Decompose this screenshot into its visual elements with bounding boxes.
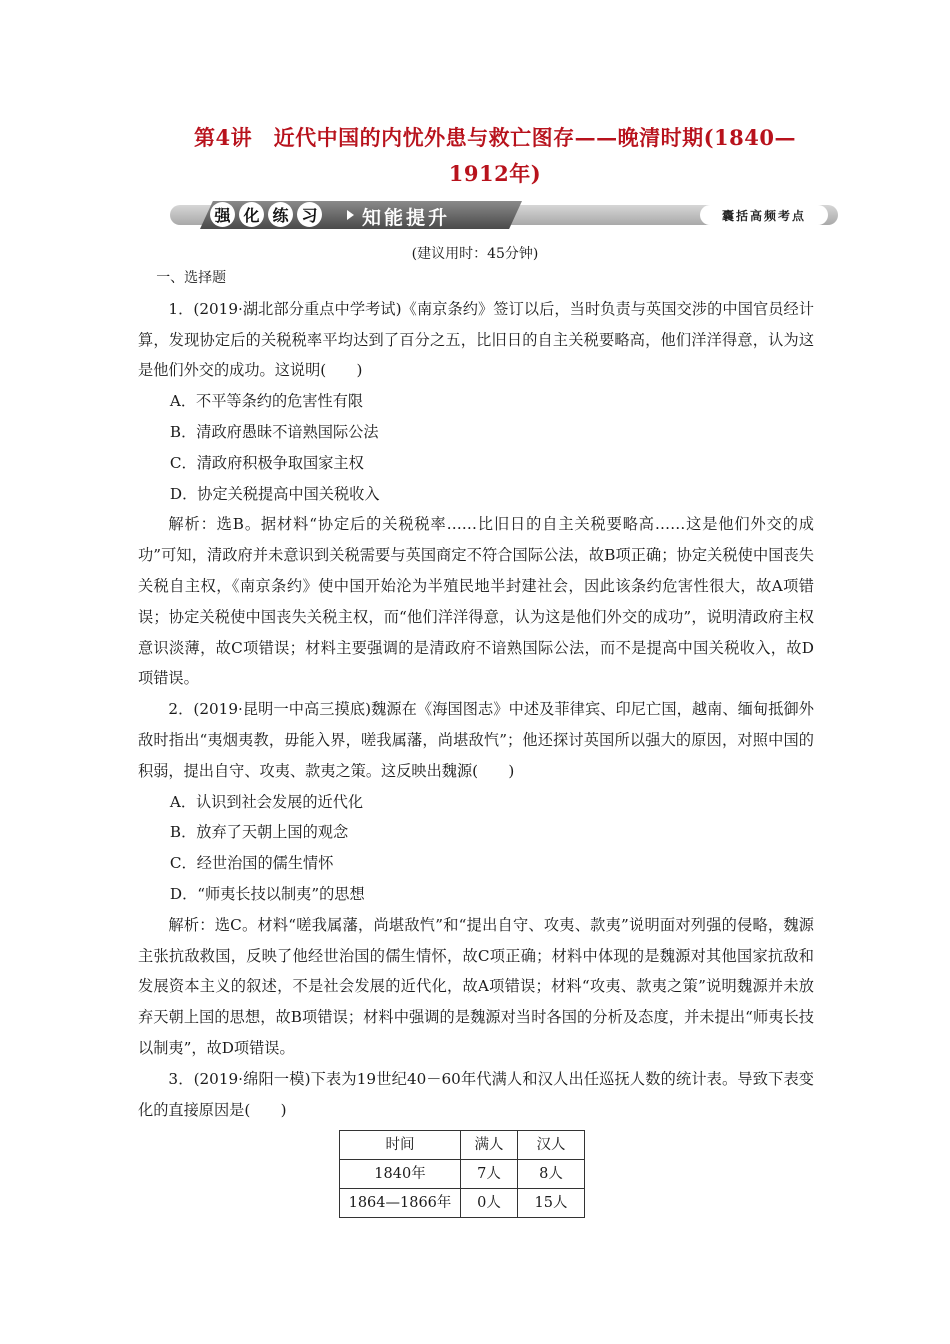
table-cell: 1864—1866年	[340, 1189, 461, 1218]
question-content	[138, 263, 814, 1218]
table-cell: 7人	[461, 1160, 518, 1189]
table-header-cell: 汉人	[518, 1131, 585, 1160]
banner-char: 练	[268, 202, 293, 227]
question-2-stem: 2．(2019·昆明一中高三摸底)魏源在《海国图志》中述及菲律宾、印尼亡国，越南、缅甸抵御外敌时指出“夷烟夷教，毋能入界，嗟我属藩，尚堪敌忾”；他还探讨英国所以强大的原因，对照中国的积弱，提出自守、攻夷、款夷之策。这反映出魏源( )	[138, 700, 814, 780]
banner-char: 强	[210, 202, 235, 227]
question-1-option-a: A．不平等条约的危害性有限	[169, 392, 364, 411]
question-1-stem: 1．(2019·湖北部分重点中学考试)《南京条约》签订以后，当时负责与英国交涉的中国官员经计算，发现协定后的关税税率平均达到了百分之五，比旧日的自主关税要略高，他们洋洋得意，认为这是他们外交的成功。这说明( )	[138, 299, 814, 380]
question-2-option-d: D．“师夷长技以制夷”的思想	[169, 884, 365, 903]
table-row	[340, 1189, 585, 1218]
question-1-option-b: B．清政府愚昧不谙熟国际公法	[169, 422, 379, 441]
table-header-cell: 满人	[461, 1131, 518, 1160]
table-cell: 15人	[518, 1189, 585, 1218]
question-2-option-a: A．认识到社会发展的近代化	[169, 792, 364, 811]
table-cell: 8人	[518, 1160, 585, 1189]
practice-banner	[170, 201, 838, 229]
table-cell: 1840年	[340, 1160, 461, 1189]
table-cell: 0人	[461, 1189, 518, 1218]
table-header-cell: 时间	[340, 1131, 461, 1160]
banner-char: 化	[239, 202, 264, 227]
lesson-title	[140, 120, 850, 192]
question-2-option-b: B．放弃了天朝上国的观念	[169, 823, 349, 842]
governor-statistics-table	[339, 1130, 585, 1218]
question-2-option-c: C．经世治国的儒生情怀	[169, 854, 334, 873]
suggested-time: (建议用时：45分钟)	[411, 246, 539, 262]
triangle-right-icon	[347, 210, 354, 220]
table-header-row	[340, 1131, 585, 1160]
question-3-stem: 3．(2019·绵阳一模)下表为19世纪40－60年代满人和汉人出任巡抚人数的统计表。导致下表变化的直接原因是( )	[138, 1069, 814, 1119]
question-1-option-d: D．协定关税提高中国关税收入	[169, 484, 380, 503]
question-2-analysis: 解析：选C。材料“嗟我属藩，尚堪敌忾”和“提出自守、攻夷、款夷”说明面对列强的侵略，魏源主张抗敌救国，反映了他经世治国的儒生情怀，故C项正确；材料中体现的是魏源对其他国家抗敌和发展资本主义的叙述，不是社会发展的近代化，故A项错误；材料“攻夷、款夷之策”说明魏源并未放弃天朝上国的思想，故B项错误；材料中强调的是魏源对当时各国的分析及态度，并未提出“师夷长技以制夷”，故D项错误。	[138, 915, 814, 1057]
section-heading: 一、选择题	[156, 270, 227, 286]
banner-circle-chars	[210, 202, 322, 227]
question-1-option-c: C．清政府积极争取国家主权	[169, 453, 364, 472]
banner-subtitle: 知能提升	[362, 207, 451, 229]
table-row	[340, 1160, 585, 1189]
banner-right-label: 囊括高频考点	[700, 205, 828, 225]
banner-char: 习	[297, 202, 322, 227]
lesson-title-line-1: 第4讲 近代中国的内忧外患与救亡图存——晚清时期(1840—	[194, 125, 796, 150]
lesson-title-line-2: 1912年)	[448, 161, 542, 186]
question-1-analysis: 解析：选B。据材料“协定后的关税税率……比旧日的自主关税要略高……这是他们外交的成功”可知，清政府并未意识到关税需要与英国商定不符合国际公法，故B项正确；协定关税使中国丧失关税自主权，《南京条约》使中国开始沦为半殖民地半封建社会，因此该条约危害性很大，故A项错误；协定关税使中国丧失关税主权，而“他们洋洋得意，认为这是他们外交的成功”，说明清政府主权意识淡薄，故C项错误；材料主要强调的是清政府不谙熟国际公法，而不是提高中国关税收入，故D项错误。	[138, 515, 814, 688]
